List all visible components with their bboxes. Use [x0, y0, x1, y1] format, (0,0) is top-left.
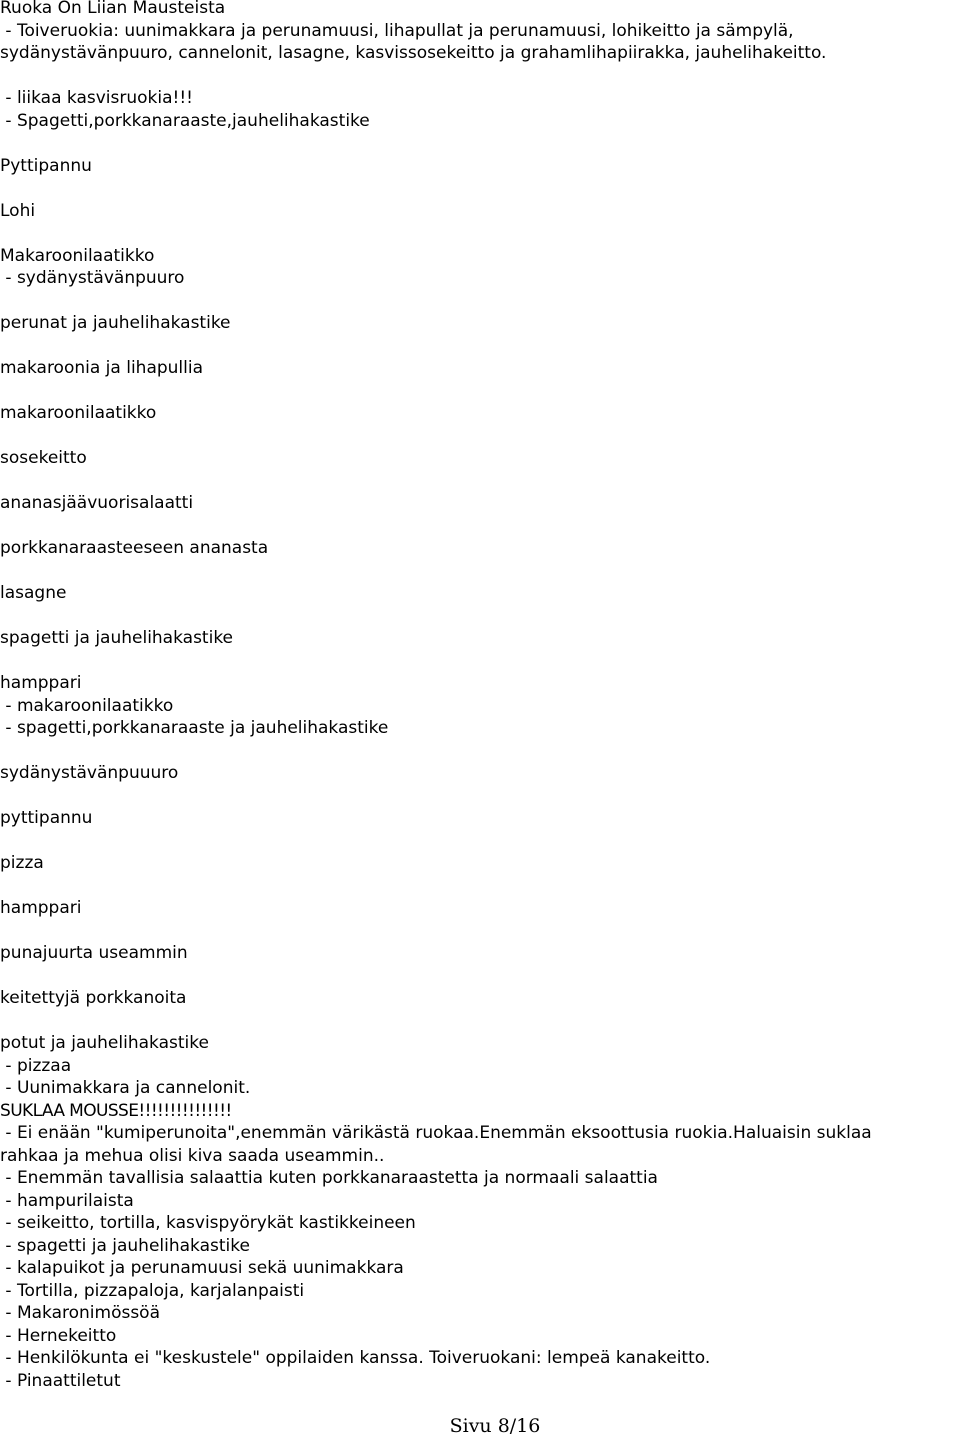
text-line: - Enemmän tavallisia salaattia kuten porkkanaraastetta ja normaali salaattia	[0, 1168, 658, 1188]
text-line: potut ja jauhelihakastike	[0, 1033, 209, 1053]
text-line: - seikeitto, tortilla, kasvispyörykät kastikkeineen	[0, 1213, 416, 1233]
text-line: - sydänystävänpuuro	[0, 268, 185, 288]
text-line: - liikaa kasvisruokia!!!	[0, 88, 193, 108]
text-line: keitettyjä porkkanoita	[0, 988, 187, 1008]
text-line: spagetti ja jauhelihakastike	[0, 628, 234, 648]
text-line: - kalapuikot ja perunamuusi sekä uunimakkara	[0, 1258, 404, 1278]
text-line: Lohi	[0, 200, 36, 221]
text-line: - Toiveruokia: uunimakkara ja perunamuusi, lihapullat ja perunamuusi, lohikeitto ja sämpylä,	[0, 20, 794, 41]
text-line: ananasjäävuorisalaatti	[0, 493, 194, 513]
text-line: rahkaa ja mehua olisi kiva saada useammin..	[0, 1145, 385, 1166]
text-line: punajuurta useammin	[0, 943, 188, 963]
text-line: perunat ja jauhelihakastike	[0, 313, 231, 333]
text-line: pizza	[0, 853, 44, 873]
text-line: pyttipannu	[0, 808, 93, 828]
text-line: - Pinaattiletut	[0, 1370, 121, 1391]
text-line: - spagetti,porkkanaraaste ja jauhelihakastike	[0, 718, 389, 738]
text-line: - Spagetti,porkkanaraaste,jauhelihakastike	[0, 110, 370, 131]
text-line: - spagetti ja jauhelihakastike	[0, 1235, 250, 1256]
text-line: makaroonia ja lihapullia	[0, 358, 204, 378]
text-line: - Ei enään "kumiperunoita",enemmän värikästä ruokaa.Enemmän eksoottusia ruokia.Haluaisin suklaa	[0, 1123, 872, 1143]
text-line: - Henkilökunta ei "keskustele" oppilaiden kanssa. Toiveruokani: lempeä kanakeitto.	[0, 1348, 711, 1368]
text-line: porkkanaraasteeseen ananasta	[0, 538, 269, 558]
text-line: - makaroonilaatikko	[0, 695, 174, 716]
text-line: SUKLAA MOUSSE!!!!!!!!!!!!!!!	[0, 1100, 232, 1121]
text-line: hamppari	[0, 898, 82, 918]
text-line: sosekeitto	[0, 448, 87, 468]
text-line: - hampurilaista	[0, 1190, 134, 1211]
text-line: - Tortilla, pizzapaloja, karjalanpaisti	[0, 1280, 305, 1301]
text-line: - Hernekeitto	[0, 1325, 117, 1346]
text-line: Pyttipannu	[0, 155, 92, 176]
text-line: hamppari	[0, 673, 82, 693]
text-line: sydänystävänpuuuro	[0, 763, 179, 783]
text-line: - Uunimakkara ja cannelonit.	[0, 1078, 251, 1098]
text-line: Ruoka On Liian Mausteista	[0, 0, 226, 18]
text-line: - pizzaa	[0, 1055, 72, 1076]
text-line: sydänystävänpuuro, cannelonit, lasagne, kasvissosekeitto ja grahamlihapiirakka, jauhelihakeitto.	[0, 43, 827, 63]
text-line: lasagne	[0, 583, 67, 603]
page-number: Sivu 8/16	[449, 1415, 541, 1437]
text-line: makaroonilaatikko	[0, 403, 157, 423]
text-line: Makaroonilaatikko	[0, 245, 155, 266]
text-line: - Makaronimössöä	[0, 1303, 160, 1323]
